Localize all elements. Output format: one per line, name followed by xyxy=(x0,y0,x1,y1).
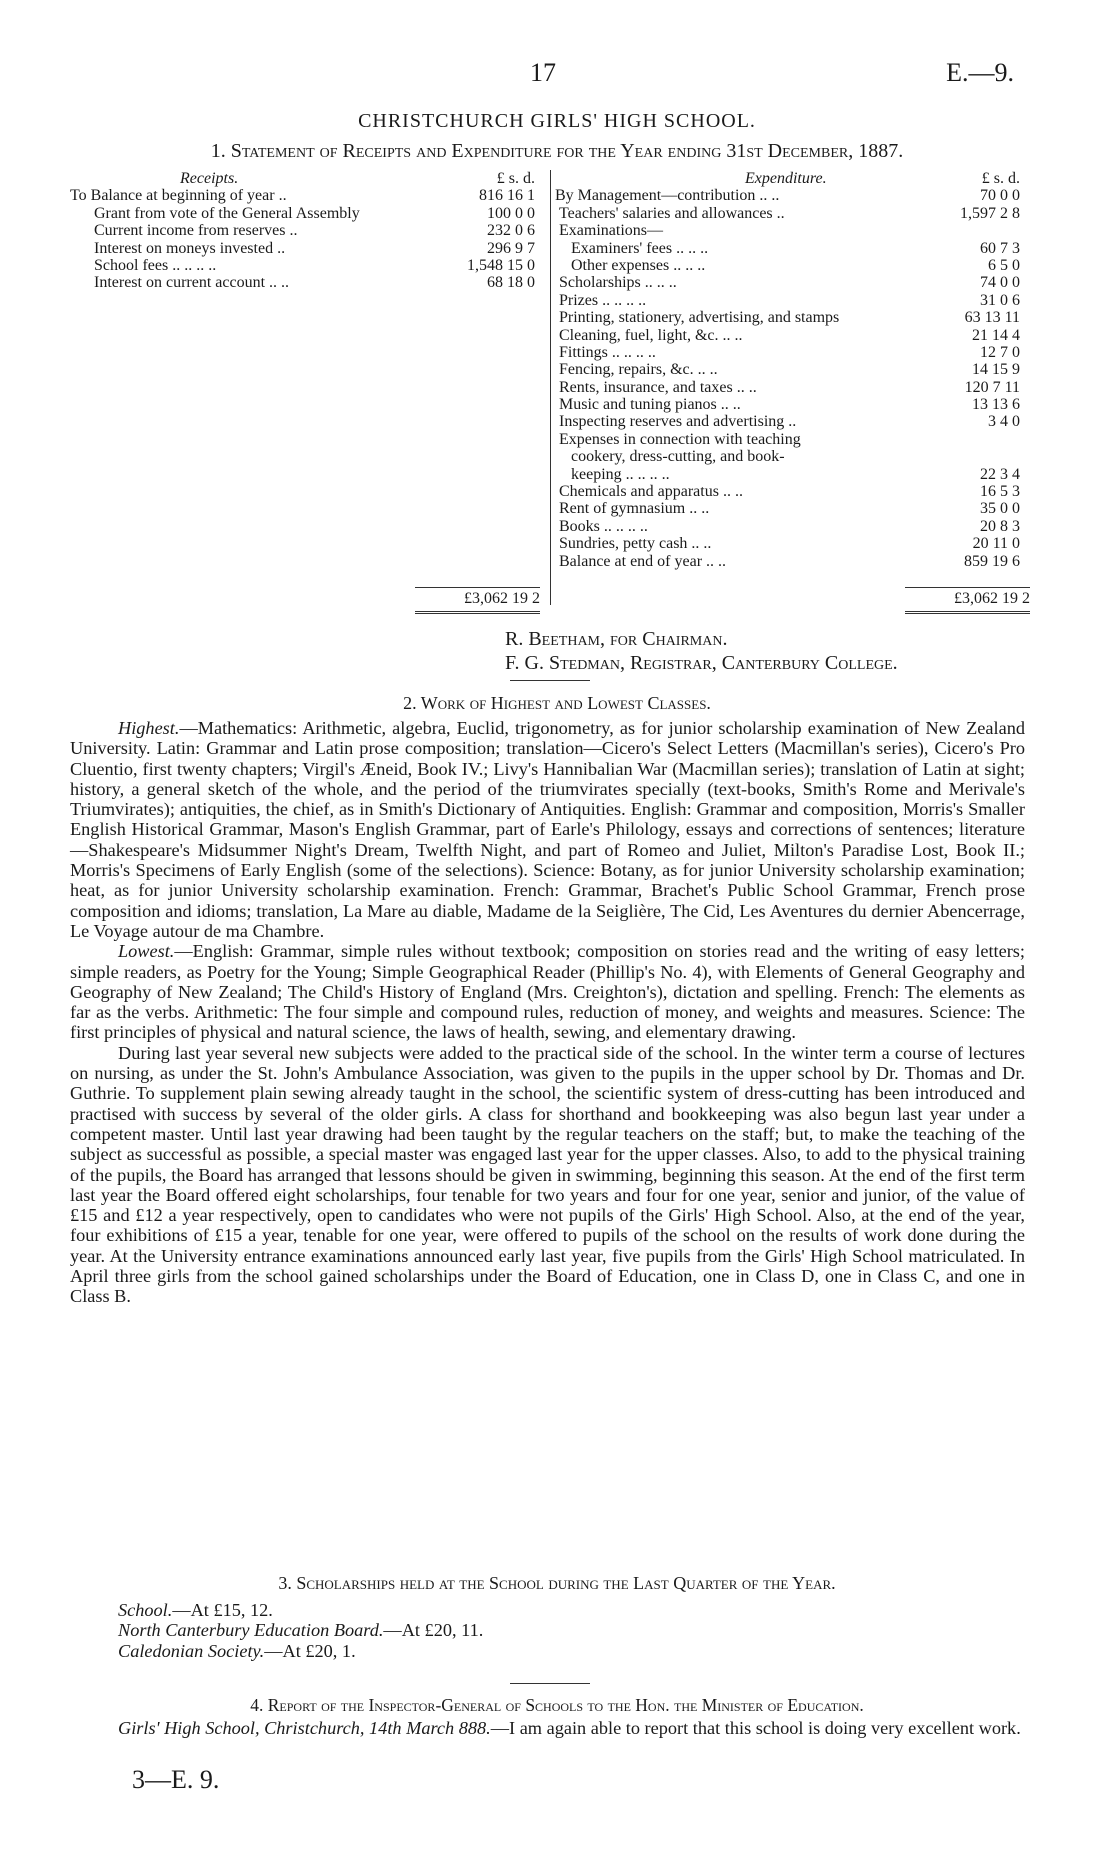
ledger-divider xyxy=(550,170,551,605)
expenditure-row-label: Scholarships .. .. .. xyxy=(559,274,677,292)
expenditure-row xyxy=(555,274,1030,291)
highest-paragraph xyxy=(70,718,1025,941)
expenditure-row-label: Other expenses .. .. .. xyxy=(571,256,706,274)
expenditure-row xyxy=(555,396,1030,413)
expenditure-row-amount: 60 7 3 xyxy=(980,239,1020,257)
divider xyxy=(510,1683,590,1684)
expenditure-units: £ s. d. xyxy=(981,170,1020,187)
page-number: 17 xyxy=(530,58,556,87)
scholarship-label: North Canterbury Education Board. xyxy=(118,1620,384,1641)
receipts-row-label: Interest on current account .. .. xyxy=(94,274,290,292)
expenditure-total-value: £3,062 19 2 xyxy=(905,587,1030,614)
expenditure-row-label: Inspecting reserves and advertising .. xyxy=(559,413,797,431)
expenditure-row-label: cookery, dress-cutting, and book- xyxy=(571,448,785,466)
during-paragraph: During last year several new subjects were added to the practical side of the school. In the winter term a course of lectures on nursing, as under the St. John's Ambulance Association, was given to the pupils in the upper school by Dr. Thomas and Dr. Guthrie. To supplement plain sewing already taught in the school, the scientific system of dress-cutting has been introduced and practised with success by several of the older girls. A class for shorthand and bookkeeping was also begun last year under a competent master. Until last year drawing had been taught by the regular teachers on the staff; but, to make the teaching of the subject as successful as possible, a special master was engaged last year for the upper classes. Also, to add to the physical training of the pupils, the Board has arranged that lessons should be given in swimming, beginning this season. At the end of the first term last year the Board offered eight scholarships, four tenable for two years and four for one year, senior and junior, of the value of £15 and £12 a year respectively, open to candidates who were not pupils of the Girls' High School. Also, at the end of the year, four exhibitions of £15 a year, tenable for one year, were offered to pupils of the school on the results of work done during the year. At the University entrance examinations announced early last year, five pupils from the Girls' High School matriculated. In April three girls from the school gained scholarships under the Board of Education, one in Class D, one in Class C, and one in Class B. xyxy=(70,1042,1025,1307)
expenditure-row-amount: 6 5 0 xyxy=(988,256,1020,274)
expenditure-row xyxy=(555,292,1030,309)
expenditure-row xyxy=(555,240,1030,257)
expenditure-row-label: Teachers' salaries and allowances .. xyxy=(559,204,785,222)
expenditure-row xyxy=(555,553,1030,570)
expenditure-row-amount: 21 14 4 xyxy=(972,326,1020,344)
expenditure-total xyxy=(905,587,1030,614)
expenditure-row xyxy=(555,257,1030,274)
expenditure-row xyxy=(555,500,1030,517)
scholarship-label: School. xyxy=(118,1600,173,1620)
expenditure-row xyxy=(555,483,1030,500)
footer-reference: 3—E. 9. xyxy=(132,1765,220,1794)
scholarship-item xyxy=(118,1641,483,1661)
expenditure-row-amount: 14 15 9 xyxy=(972,361,1020,379)
expenditure-row-label: Cleaning, fuel, light, &c. .. .. xyxy=(559,326,743,344)
expenditure-row-label: Sundries, petty cash .. .. xyxy=(559,535,712,553)
divider xyxy=(510,680,590,681)
statement-heading: 1. Statement of Receipts and Expenditure for the Year ending 31st December, 1887. xyxy=(210,140,904,162)
section-2-body xyxy=(70,718,1025,1307)
expenditure-row-label: Prizes .. .. .. .. xyxy=(559,291,647,309)
scholarship-list xyxy=(118,1600,483,1661)
receipts-row xyxy=(70,187,545,204)
expenditure-row xyxy=(555,222,1030,239)
document-title: CHRISTCHURCH GIRLS' HIGH SCHOOL. xyxy=(358,110,756,132)
section-4-heading: 4. Report of the Inspector-General of Schools to the Hon. the Minister of Education. xyxy=(250,1695,864,1715)
receipts-total xyxy=(415,587,540,614)
receipts-row-label: Current income from reserves .. xyxy=(94,222,298,240)
expenditure-row-label: Fencing, repairs, &c. .. .. xyxy=(559,361,718,379)
expenditure-row-amount: 16 5 3 xyxy=(980,483,1020,501)
receipts-row-amount: 232 0 6 xyxy=(487,222,535,240)
expenditure-row xyxy=(555,327,1030,344)
receipts-row xyxy=(70,274,545,291)
expenditure-row xyxy=(555,448,1030,465)
receipts-column xyxy=(70,170,545,292)
expenditure-row xyxy=(555,187,1030,204)
expenditure-row-amount: 120 7 11 xyxy=(964,378,1020,396)
expenditure-row-label: Printing, stationery, advertising, and stamps xyxy=(559,309,840,327)
scholarship-value: —At £20, 1. xyxy=(264,1640,356,1661)
lowest-paragraph xyxy=(70,941,1025,1042)
expenditure-row-amount: 20 11 0 xyxy=(972,535,1020,553)
signature-chairman: R. Beetham, for Chairman. xyxy=(505,628,728,650)
expenditure-row-label: Music and tuning pianos .. .. xyxy=(559,396,741,414)
lowest-label: Lowest. xyxy=(118,941,175,962)
scholarship-item xyxy=(118,1620,483,1640)
receipts-row-amount: 296 9 7 xyxy=(487,239,535,257)
expenditure-row-amount: 859 19 6 xyxy=(964,552,1020,570)
receipts-row xyxy=(70,257,545,274)
receipts-row-label: Grant from vote of the General Assembly xyxy=(94,204,360,222)
expenditure-row xyxy=(555,518,1030,535)
expenditure-row-amount: 70 0 0 xyxy=(980,187,1020,205)
section-2-heading: 2. Work of Highest and Lowest Classes. xyxy=(403,693,711,713)
highest-label: Highest. xyxy=(118,718,180,738)
expenditure-caption: Expenditure. xyxy=(745,170,827,187)
expenditure-row-label: By Management—contribution .. .. xyxy=(555,187,780,205)
highest-text: —Mathematics: Arithmetic, algebra, Euclid, trigonometry, as for junior scholarship examination of New Zealand University. Latin: Grammar and Latin prose composition; translation—Cicero's Select Letters (Macmillan's series), Cicero's Pro Cluentio, first twenty chapters; Virgil's Æneid, Book IV.; Livy's Hannibalian War (Macmillan series); translation of Latin at sight; history, a general sketch of the whole, and the period of the triumvirates specially (text-books, Smith's Rome and Merivale's Triumvirates); antiquities, the chief, as in Smith's Dictionary of Antiquities. English: Grammar and composition, Morris's Smaller English Historical Grammar, Mason's English Grammar, part of Earle's Philology, essays and corrections of sentences; literature—Shakespeare's Midsummer Night's Dream, Twelfth Night, and part of Romeo and Juliet, Milton's Paradise Lost, Book II.; Morris's Specimens of Early English (some of the selections). Science: Botany, as for junior University scholarship examination; heat, as for junior University scholarship examination. French: Grammar, Brachet's Public School Grammar, French prose composition and idioms; translation, La Mare au diable, Madame de la Seiglière, The Cid, Les Aventures du dernier Abencerrage, Le Voyage autour de ma Chambre. xyxy=(70,718,1025,941)
scholarship-value: —At £15, 12. xyxy=(172,1600,273,1620)
report-text: —I am again able to report that this school is doing very excellent work. xyxy=(490,1718,1021,1738)
expenditure-row-label: Expenses in connection with teaching xyxy=(559,430,801,448)
expenditure-row-amount: 74 0 0 xyxy=(980,274,1020,292)
expenditure-row-label: Fittings .. .. .. .. xyxy=(559,343,656,361)
receipts-row xyxy=(70,240,545,257)
expenditure-row-amount: 22 3 4 xyxy=(980,465,1020,483)
expenditure-row-label: Balance at end of year .. .. xyxy=(559,552,727,570)
receipts-row xyxy=(70,222,545,239)
expenditure-row xyxy=(555,535,1030,552)
signature-registrar: F. G. Stedman, Registrar, Canterbury College. xyxy=(505,652,898,674)
expenditure-row-amount: 1,597 2 8 xyxy=(960,204,1020,222)
receipts-row-amount: 68 18 0 xyxy=(487,274,535,292)
expenditure-row xyxy=(555,344,1030,361)
receipts-row-label: To Balance at beginning of year .. xyxy=(70,187,287,205)
expenditure-row xyxy=(555,379,1030,396)
expenditure-row-amount: 12 7 0 xyxy=(980,343,1020,361)
section-4-body xyxy=(70,1718,1025,1738)
expenditure-row xyxy=(555,413,1030,430)
receipts-row-label: School fees .. .. .. .. xyxy=(94,256,217,274)
expenditure-row-label: Rent of gymnasium .. .. xyxy=(559,500,710,518)
expenditure-row-label: Books .. .. .. .. xyxy=(559,517,648,535)
scholarship-value: —At £20, 11. xyxy=(383,1620,484,1641)
expenditure-row xyxy=(555,205,1030,222)
expenditure-row xyxy=(555,466,1030,483)
expenditure-row-amount: 63 13 11 xyxy=(964,309,1020,327)
scholarship-item xyxy=(118,1600,483,1620)
section-3-heading: 3. Scholarships held at the School during the Last Quarter of the Year. xyxy=(278,1573,836,1593)
receipts-row-amount: 100 0 0 xyxy=(487,204,535,222)
expenditure-row-amount: 13 13 6 xyxy=(972,396,1020,414)
expenditure-row-label: keeping .. .. .. .. xyxy=(571,465,670,483)
expenditure-row-label: Examinations— xyxy=(559,222,663,240)
receipts-row-amount: 816 16 1 xyxy=(479,187,535,205)
expenditure-row-amount: 31 0 6 xyxy=(980,291,1020,309)
expenditure-row-label: Rents, insurance, and taxes .. .. xyxy=(559,378,757,396)
receipts-row-amount: 1,548 15 0 xyxy=(467,256,535,274)
expenditure-row xyxy=(555,361,1030,378)
report-lead: Girls' High School, Christchurch, 14th March 888. xyxy=(118,1718,491,1738)
expenditure-row-amount: 3 4 0 xyxy=(988,413,1020,431)
receipts-row-label: Interest on moneys invested .. xyxy=(94,239,286,257)
lowest-text: —English: Grammar, simple rules without textbook; composition on stories read and the writing of easy letters; simple readers, as Poetry for the Young; Simple Geographical Reader (Phillip's No. 4), with Elements of General Geography and Geography of New Zealand; The Child's History of England (Mrs. Creighton's), dictation and spelling. French: The elements as far as the verbs. Arithmetic: The four simple and compound rules, reduction of money, and weights and measures. Science: The first principles of physical and natural science, the laws of health, sewing, and elementary drawing. xyxy=(70,941,1025,1043)
expenditure-row-amount: 20 8 3 xyxy=(980,517,1020,535)
receipts-units: £ s. d. xyxy=(496,170,535,187)
expenditure-row-amount: 35 0 0 xyxy=(980,500,1020,518)
expenditure-column xyxy=(555,170,1030,570)
scholarship-label: Caledonian Society. xyxy=(118,1640,265,1661)
expenditure-row xyxy=(555,431,1030,448)
receipts-total-value: £3,062 19 2 xyxy=(415,587,540,614)
receipts-row xyxy=(70,205,545,222)
expenditure-row-label: Chemicals and apparatus .. .. xyxy=(559,483,743,501)
document-reference: E.—9. xyxy=(946,58,1014,87)
expenditure-row xyxy=(555,309,1030,326)
expenditure-row-label: Examiners' fees .. .. .. xyxy=(571,239,709,257)
receipts-caption: Receipts. xyxy=(180,170,239,187)
